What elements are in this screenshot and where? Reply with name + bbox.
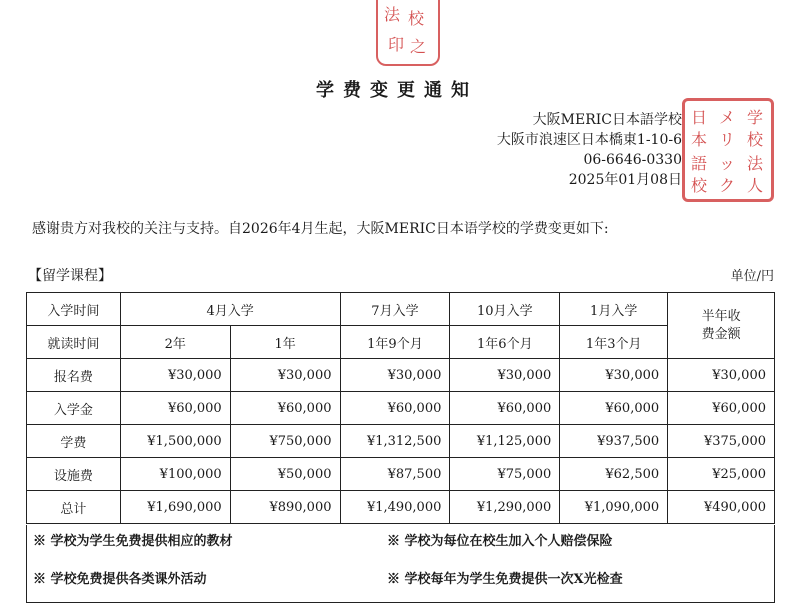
note-xray: ※ 学校每年为学生免费提供一次X光检查 (387, 572, 623, 587)
fee-cell: ¥750,000 (230, 425, 340, 458)
header-january-entry: 1月入学 (560, 293, 668, 326)
duration-1-year: 1年 (230, 326, 340, 359)
fee-cell: ¥890,000 (230, 491, 340, 524)
table-row (27, 392, 775, 425)
fee-cell: ¥60,000 (560, 392, 668, 425)
header-half-year-fee: 半年收 费金额 (668, 293, 775, 359)
note-insurance: ※ 学校为每位在校生加入个人赔偿保险 (387, 534, 613, 549)
row-label: 总计 (27, 491, 121, 524)
duration-1y9m: 1年9个月 (340, 326, 450, 359)
fee-cell: ¥1,090,000 (560, 491, 668, 524)
table-row (27, 359, 775, 392)
duration-1y6m: 1年6个月 (450, 326, 560, 359)
table-row (27, 458, 775, 491)
header-july-entry: 7月入学 (340, 293, 450, 326)
fee-cell: ¥50,000 (230, 458, 340, 491)
duration-1y3m: 1年3个月 (560, 326, 668, 359)
fee-table (26, 292, 775, 524)
sender-school: 大阪MERIC日本語学校 (532, 112, 682, 128)
course-label: 【留学课程】 (28, 268, 112, 284)
fee-cell: ¥1,125,000 (450, 425, 560, 458)
fee-cell: ¥60,000 (230, 392, 340, 425)
header-duration: 就读时间 (27, 326, 121, 359)
sender-phone: 06-6646-0330 (583, 152, 682, 168)
table-header-row (27, 293, 775, 326)
row-label: 学费 (27, 425, 121, 458)
fee-cell: ¥30,000 (450, 359, 560, 392)
fee-cell: ¥75,000 (450, 458, 560, 491)
fee-cell: ¥1,312,500 (340, 425, 450, 458)
row-label: 设施费 (27, 458, 121, 491)
fee-cell: ¥1,490,000 (340, 491, 450, 524)
fee-cell: ¥1,290,000 (450, 491, 560, 524)
fee-cell: ¥62,500 (560, 458, 668, 491)
note-textbooks: ※ 学校为学生免费提供相应的教材 (33, 534, 233, 549)
fee-cell: ¥1,690,000 (120, 491, 230, 524)
fee-cell: ¥60,000 (668, 392, 775, 425)
header-october-entry: 10月入学 (450, 293, 560, 326)
row-label: 报名费 (27, 359, 121, 392)
intro-text: 感谢贵方对我校的关注与支持。自2026年4月生起，大阪MERIC日本语学校的学费变更如下: (32, 221, 609, 237)
fee-cell: ¥60,000 (450, 392, 560, 425)
table-duration-row (27, 326, 775, 359)
fee-cell: ¥375,000 (668, 425, 775, 458)
fee-cell: ¥30,000 (230, 359, 340, 392)
fee-cell: ¥100,000 (120, 458, 230, 491)
sender-date: 2025年01月08日 (568, 172, 682, 188)
sender-address: 大阪市浪速区日本橋東1-10-6 (496, 132, 682, 148)
fee-cell: ¥1,500,000 (120, 425, 230, 458)
table-row (27, 425, 775, 458)
fee-cell: ¥490,000 (668, 491, 775, 524)
unit-label: 单位/円 (730, 269, 774, 284)
fee-cell: ¥30,000 (340, 359, 450, 392)
top-seal-stamp: 法 校 印 之 (376, 0, 440, 66)
fee-cell: ¥30,000 (120, 359, 230, 392)
table-row-total (27, 491, 775, 524)
header-april-entry: 4月入学 (120, 293, 340, 326)
notes-box (26, 525, 775, 603)
row-label: 入学金 (27, 392, 121, 425)
fee-cell: ¥30,000 (560, 359, 668, 392)
fee-cell: ¥30,000 (668, 359, 775, 392)
school-seal-stamp: 学 校 法 人 メ リ ッ ク 日 本 語 校 (682, 98, 774, 202)
fee-cell: ¥937,500 (560, 425, 668, 458)
fee-cell: ¥25,000 (668, 458, 775, 491)
fee-cell: ¥60,000 (120, 392, 230, 425)
page-title: 学费变更通知 (316, 80, 478, 101)
fee-cell: ¥87,500 (340, 458, 450, 491)
note-activities: ※ 学校免费提供各类课外活动 (33, 572, 207, 587)
duration-2-years: 2年 (120, 326, 230, 359)
fee-cell: ¥60,000 (340, 392, 450, 425)
header-entry-time: 入学时间 (27, 293, 121, 326)
